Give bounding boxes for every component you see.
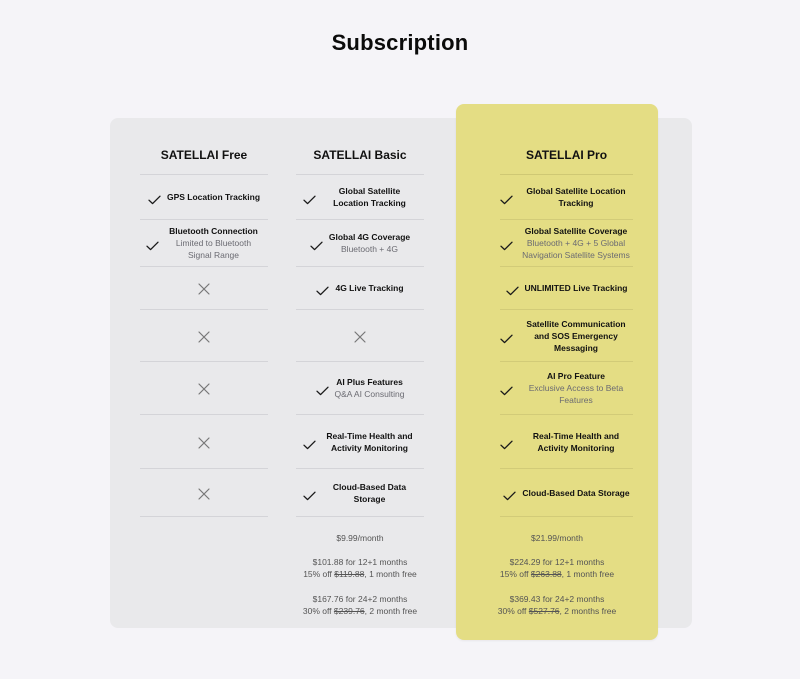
basic-feature-title: Global Satellite Location Tracking (333, 186, 406, 208)
pro-feature-text (519, 370, 633, 406)
pro-feature-text (519, 430, 633, 454)
basic-biennial-price: $167.76 for 24+2 months (312, 594, 408, 604)
basic-pricing (285, 532, 435, 617)
basic-biennial-discount: 30% off $239.76, 2 month free (302, 606, 418, 616)
check-icon (310, 238, 323, 248)
pro-feature-row (500, 220, 633, 267)
pro-biennial-original-price: $527.76 (528, 606, 560, 616)
basic-feature-title: 4G Live Tracking (335, 283, 404, 293)
basic-feature-row (296, 175, 424, 220)
basic-annual-price: $101.88 for 12+1 months (312, 557, 408, 567)
pro-feature-text (519, 225, 633, 261)
check-icon (500, 331, 513, 341)
cross-icon (198, 330, 210, 342)
check-icon (500, 437, 513, 447)
free-plan-name: SATELLAI Free (140, 140, 268, 175)
pro-feature-text (522, 487, 629, 499)
basic-feature-title: Cloud-Based Data Storage (332, 481, 407, 504)
free-plan-column (140, 140, 268, 517)
basic-feature-row (296, 469, 424, 517)
pro-feature-row (500, 415, 633, 469)
pro-annual-original-price: $263.88 (530, 569, 562, 579)
pro-annual-price: $224.29 for 12+1 months (509, 557, 605, 567)
free-feature-row (140, 362, 268, 415)
pro-plan-column (500, 140, 633, 517)
free-feature-row (140, 175, 268, 220)
basic-feature-text (335, 282, 403, 294)
basic-feature-title: Real-Time Health and Activity Monitoring (326, 430, 413, 453)
check-icon (500, 192, 513, 202)
pro-feature-title: Global Satellite Coverage (524, 226, 628, 236)
pro-feature-title: AI Pro Feature (546, 371, 606, 381)
pro-feature-title: UNLIMITED Live Tracking (524, 283, 628, 293)
pro-feature-title: Satellite Communication and SOS Emergency Messaging (526, 318, 626, 353)
check-icon (500, 383, 513, 393)
free-feature-row (140, 220, 268, 267)
basic-feature-text (322, 481, 418, 505)
cross-icon (198, 282, 210, 294)
basic-feature-text (335, 376, 405, 400)
check-icon (503, 488, 516, 498)
pro-feature-subtitle: Exclusive Access to Beta Features (528, 383, 624, 405)
basic-feature-row (296, 415, 424, 469)
basic-plan-column (296, 140, 424, 517)
pro-biennial-price: $369.43 for 24+2 months (509, 594, 605, 604)
pro-feature-row (500, 267, 633, 310)
basic-annual-discount: 15% off $119.88, 1 month free (303, 569, 417, 579)
basic-monthly-price: $9.99/month (336, 533, 384, 543)
free-feature-row (140, 469, 268, 517)
pro-plan-name: SATELLAI Pro (500, 140, 633, 175)
pro-feature-row (500, 362, 633, 415)
free-feature-row (140, 415, 268, 469)
pro-biennial-discount: 30% off $527.76, 2 months free (497, 606, 617, 616)
pro-feature-title: Global Satellite Location Tracking (526, 186, 626, 208)
basic-feature-row (296, 267, 424, 310)
cross-icon (198, 487, 210, 499)
check-icon (316, 283, 329, 293)
pro-feature-row (500, 469, 633, 517)
check-icon (303, 437, 316, 447)
pro-feature-row (500, 175, 633, 220)
basic-feature-title: AI Plus Features (336, 377, 403, 387)
free-feature-subtitle: Limited to Bluetooth Signal Range (175, 238, 252, 260)
basic-feature-subtitle: Q&A AI Consulting (334, 389, 405, 399)
basic-feature-row (296, 220, 424, 267)
pro-feature-subtitle: Bluetooth + 4G + 5 Global Navigation Satellite Systems (522, 238, 630, 260)
check-icon (506, 283, 519, 293)
free-feature-row (140, 267, 268, 310)
basic-annual-original-price: $119.88 (334, 569, 365, 579)
free-feature-row (140, 310, 268, 362)
cross-icon (198, 382, 210, 394)
cross-icon (198, 436, 210, 448)
pro-feature-text (525, 282, 628, 294)
free-feature-title: Bluetooth Connection (169, 226, 258, 236)
basic-feature-row (296, 310, 424, 362)
pro-pricing (482, 532, 632, 617)
check-icon (303, 192, 316, 202)
pro-monthly-price: $21.99/month (531, 533, 583, 543)
cross-icon (354, 330, 366, 342)
pro-annual-discount: 15% off $263.88, 1 month free (499, 569, 615, 579)
check-icon (500, 238, 513, 248)
pro-feature-title: Cloud-Based Data Storage (522, 487, 630, 498)
free-feature-text (165, 225, 263, 261)
basic-feature-text (329, 231, 410, 255)
free-feature-text (167, 191, 260, 203)
basic-feature-subtitle: Bluetooth + 4G (341, 244, 398, 254)
pro-feature-row (500, 310, 633, 362)
basic-feature-row (296, 362, 424, 415)
basic-plan-name: SATELLAI Basic (296, 140, 424, 175)
pro-feature-text (519, 185, 633, 209)
check-icon (148, 192, 161, 202)
check-icon (146, 238, 159, 248)
basic-feature-text (322, 185, 418, 209)
basic-feature-title: Global 4G Coverage (328, 232, 411, 242)
pro-feature-text (519, 318, 633, 354)
basic-biennial-original-price: $239.76 (333, 606, 365, 616)
pro-feature-title: Real-Time Health and Activity Monitoring (532, 430, 620, 453)
page-title: Subscription (331, 30, 469, 55)
basic-feature-text (322, 430, 418, 454)
free-feature-title: GPS Location Tracking (166, 192, 261, 202)
check-icon (303, 488, 316, 498)
check-icon (316, 383, 329, 393)
